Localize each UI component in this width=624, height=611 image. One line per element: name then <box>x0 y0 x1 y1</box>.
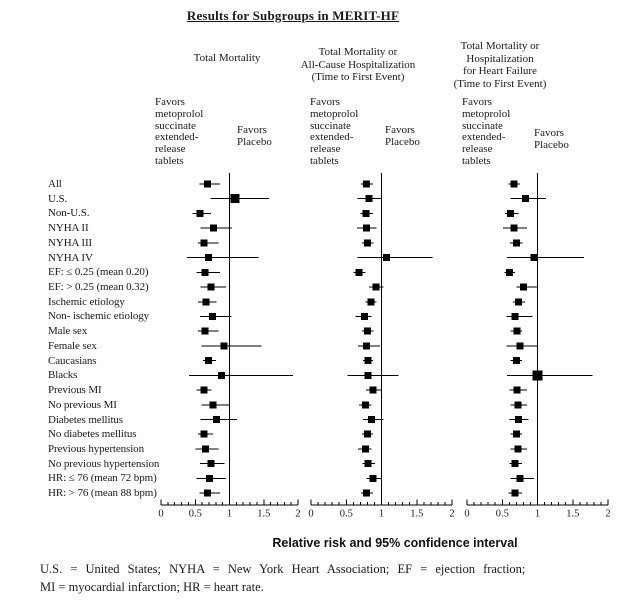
favors-treatment-label <box>462 97 510 168</box>
favors-treatment-line: metoprolol <box>310 107 359 120</box>
favors-treatment-line: release <box>155 143 186 156</box>
point-marker <box>210 401 217 408</box>
favors-treatment-label <box>310 97 358 168</box>
axis-tick-label: 0 <box>158 508 164 520</box>
point-marker <box>361 313 368 320</box>
panel-title-line: (Time to First Event) <box>311 71 405 83</box>
favors-treatment-line: Favors <box>155 96 185 108</box>
axis-tick-label: 0 <box>464 508 470 520</box>
favors-treatment-line: release <box>310 143 341 156</box>
point-marker <box>363 225 370 232</box>
point-marker <box>364 239 371 246</box>
axis-tick-label: 0.5 <box>188 508 202 520</box>
point-marker <box>514 328 521 335</box>
point-marker <box>511 490 518 497</box>
point-marker <box>365 195 372 202</box>
point-marker <box>365 460 372 467</box>
figure-title: Results for Subgroups in MERIT-HF <box>186 8 400 23</box>
favors-placebo-line: Placebo <box>237 135 272 148</box>
axis-tick-label: 1 <box>226 508 233 520</box>
point-marker <box>204 490 211 497</box>
footnote <box>40 560 540 596</box>
subgroup-label: HR: ≤ 76 (mean 72 bpm) <box>48 472 157 485</box>
footnote-line-2: MI = myocardial infarction; HR = heart rate. <box>40 580 264 594</box>
subgroup-label: All <box>48 178 62 190</box>
subgroup-label: NYHA III <box>48 236 93 249</box>
point-marker <box>368 416 375 423</box>
point-marker <box>514 387 521 394</box>
favors-placebo-label <box>385 125 420 149</box>
axis-tick-label: 0.5 <box>339 508 353 520</box>
subgroup-label: Male sex <box>48 325 88 338</box>
point-marker <box>511 313 518 320</box>
forest-panel-1 <box>158 173 301 525</box>
axis-tick-label: 1.5 <box>566 508 580 520</box>
panel-title-line: Hospitalization <box>466 52 534 65</box>
panel-title-line: for Heart Failure <box>463 65 537 77</box>
x-axis-label: Relative risk and 95% confidence interval <box>272 536 518 550</box>
point-marker <box>364 328 371 335</box>
panel-title-line: Total Mortality <box>193 52 261 64</box>
subgroup-label: Blacks <box>48 369 78 382</box>
axis-tick-label: 1.5 <box>410 508 424 520</box>
point-marker <box>533 370 543 380</box>
favors-treatment-line: extended- <box>155 131 199 144</box>
point-marker <box>511 460 518 467</box>
subgroup-label: Female sex <box>48 339 97 352</box>
point-marker <box>515 416 522 423</box>
point-marker <box>513 431 520 438</box>
point-marker <box>210 225 217 232</box>
point-marker <box>206 475 213 482</box>
point-marker <box>372 284 379 291</box>
axis-tick-label: 1 <box>534 508 541 520</box>
favors-placebo-line: Placebo <box>534 138 569 151</box>
subgroup-label: EF: > 0.25 (mean 0.32) <box>48 281 149 294</box>
panel-title-line: (Time to First Event) <box>453 77 547 90</box>
point-marker <box>204 181 211 188</box>
axis-tick-label: 0.5 <box>495 508 509 520</box>
axis-tick-label: 2 <box>449 508 455 520</box>
favors-treatment-line: tablets <box>310 154 339 167</box>
point-marker <box>201 431 208 438</box>
favors-placebo-line: Favors <box>385 124 415 136</box>
point-marker <box>197 210 204 217</box>
forest-panel-3 <box>464 173 611 525</box>
subgroup-labels <box>48 173 160 505</box>
point-marker <box>202 445 209 452</box>
favors-treatment-line: tablets <box>462 154 491 167</box>
point-marker <box>205 357 212 364</box>
point-marker <box>363 342 370 349</box>
subgroup-label: Caucasians <box>48 354 97 367</box>
point-marker <box>511 225 518 232</box>
point-marker <box>201 239 208 246</box>
axis-tick-label: 1.5 <box>257 508 271 520</box>
point-marker <box>365 357 372 364</box>
panel-title <box>410 40 590 90</box>
point-marker <box>201 269 208 276</box>
axis-tick-label: 2 <box>295 508 301 520</box>
subgroup-label: Ischemic etiology <box>48 295 125 308</box>
favors-treatment-line: Favors <box>310 96 340 108</box>
subgroup-label: HR: > 76 (mean 88 bpm) <box>48 487 157 500</box>
favors-treatment-label <box>155 97 203 168</box>
favors-treatment-line: release <box>462 143 493 156</box>
subgroup-label: Previous MI <box>48 384 102 397</box>
subgroup-label: U.S. <box>48 192 68 205</box>
panel-title-line: Total Mortality or <box>318 46 398 58</box>
point-marker <box>507 210 514 217</box>
favors-treatment-line: metoprolol <box>155 107 204 120</box>
point-marker <box>506 269 513 276</box>
point-marker <box>530 254 537 261</box>
point-marker <box>201 328 208 335</box>
point-marker <box>230 194 239 203</box>
point-marker <box>205 254 212 261</box>
point-marker <box>363 490 370 497</box>
axis-tick-label: 0 <box>308 508 314 520</box>
point-marker <box>365 372 372 379</box>
subgroup-label: EF: ≤ 0.25 (mean 0.20) <box>48 266 149 279</box>
favors-placebo-label <box>237 125 272 149</box>
point-marker <box>515 298 522 305</box>
favors-placebo-label <box>534 128 569 152</box>
footnote-line-1: U.S. = United States; NYHA = New York Heart Association; EF = ejection fraction; <box>40 562 526 576</box>
point-marker <box>370 475 377 482</box>
point-marker <box>370 387 377 394</box>
point-marker <box>355 269 362 276</box>
point-marker <box>362 445 369 452</box>
point-marker <box>213 416 220 423</box>
point-marker <box>209 313 216 320</box>
point-marker <box>363 181 370 188</box>
favors-treatment-line: Favors <box>462 96 492 108</box>
point-marker <box>364 431 371 438</box>
point-marker <box>516 342 523 349</box>
point-marker <box>203 298 210 305</box>
subgroup-label: NYHA II <box>48 222 89 235</box>
favors-treatment-line: succinate <box>310 119 351 132</box>
point-marker <box>511 181 518 188</box>
point-marker <box>383 254 390 261</box>
favors-treatment-line: succinate <box>462 119 503 132</box>
point-marker <box>514 445 521 452</box>
subgroup-label: No previous MI <box>48 398 117 411</box>
panel-title-line: All-Cause Hospitalization <box>300 58 416 71</box>
subgroup-label: NYHA IV <box>48 251 93 264</box>
favors-treatment-line: extended- <box>462 131 506 144</box>
point-marker <box>362 401 369 408</box>
subgroup-label: Diabetes mellitus <box>48 413 123 426</box>
axis-tick-label: 1 <box>378 508 385 520</box>
favors-treatment-line: succinate <box>155 119 196 132</box>
subgroup-label: Non-U.S. <box>48 207 90 220</box>
favors-placebo-line: Favors <box>237 124 267 136</box>
favors-treatment-line: tablets <box>155 154 184 167</box>
point-marker <box>218 372 225 379</box>
point-marker <box>513 239 520 246</box>
subgroup-label: No diabetes mellitus <box>48 428 137 441</box>
subgroup-label: Previous hypertension <box>48 442 144 455</box>
favors-treatment-line: extended- <box>310 131 354 144</box>
point-marker <box>513 357 520 364</box>
point-marker <box>201 387 208 394</box>
forest-panel-2 <box>308 173 455 525</box>
subgroup-label: Non- ischemic etiology <box>48 310 150 323</box>
favors-placebo-line: Favors <box>534 127 564 139</box>
point-marker <box>362 210 369 217</box>
axis-tick-label: 2 <box>605 508 611 520</box>
point-marker <box>208 284 215 291</box>
point-marker <box>367 298 374 305</box>
point-marker <box>208 460 215 467</box>
point-marker <box>516 475 523 482</box>
favors-treatment-line: metoprolol <box>462 107 511 120</box>
point-marker <box>520 284 527 291</box>
favors-placebo-line: Placebo <box>385 135 420 148</box>
panel-title-line: Total Mortality or <box>460 40 540 52</box>
point-marker <box>522 195 529 202</box>
point-marker <box>514 401 521 408</box>
subgroup-label: No previous hypertension <box>48 457 160 470</box>
point-marker <box>221 342 228 349</box>
